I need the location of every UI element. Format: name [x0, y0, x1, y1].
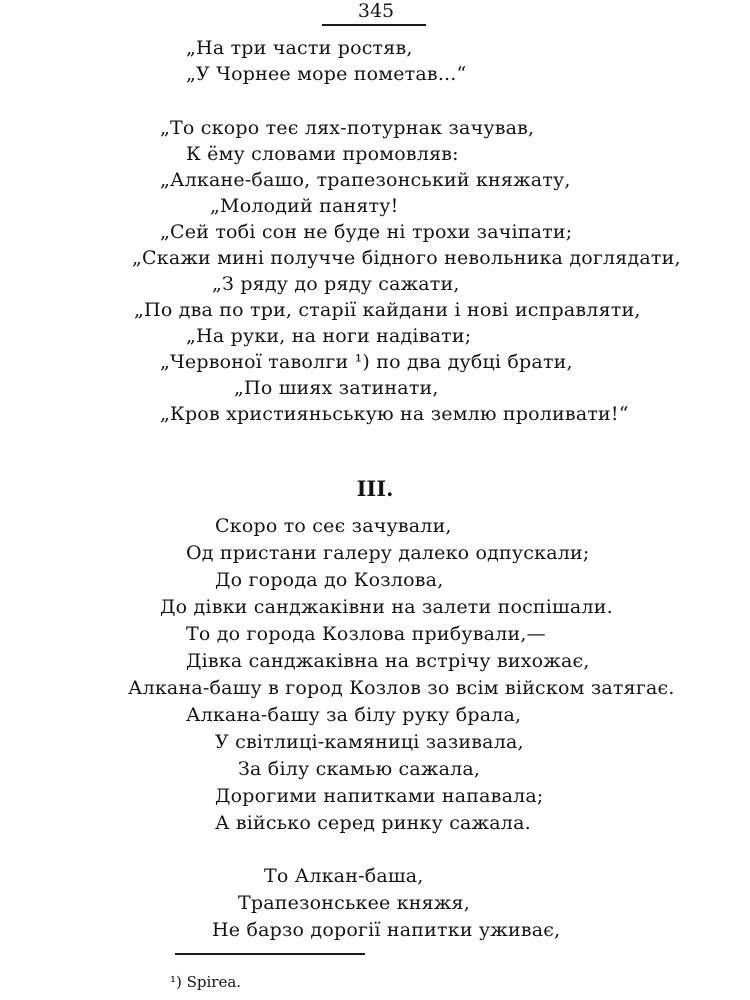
verse-line: А військо серед ринку сажала. — [215, 812, 531, 834]
verse-line: За білу скамью сажала, — [238, 758, 481, 780]
verse-line: То Алкан-баша, — [264, 865, 424, 887]
verse-line: „На три части ростяв, — [186, 37, 413, 59]
verse-line: „Кров християньськую на землю проливати!“ — [160, 403, 629, 425]
verse-line: То до города Козлова прибували,— — [186, 623, 546, 645]
page-number: 345 — [357, 0, 395, 22]
verse-line: До дівки санджаківни на залети поспішали. — [160, 596, 613, 618]
verse-line: „Сей тобі сон не буде ні трохи зачіпати; — [160, 221, 573, 243]
verse-line: „На руки, на ноги надівати; — [186, 325, 472, 347]
verse-line: Дорогими напитками напавала; — [215, 785, 544, 807]
verse-line: Трапезонськее княжя, — [238, 892, 470, 914]
verse-line: Не барзо дорогії напитки уживає, — [212, 919, 561, 941]
verse-line: Од пристани галеру далеко одпускали; — [186, 542, 590, 564]
verse-line: „У Чорнее море пометав...“ — [186, 63, 467, 85]
verse-line: Скоро то сеє зачували, — [215, 515, 452, 537]
verse-line: Дівка санджаківна на встрічу вихожає, — [186, 650, 590, 672]
verse-line: К ёму словами промовляв: — [186, 143, 459, 165]
verse-line: „З ряду до ряду сажати, — [212, 273, 460, 295]
page-number-rule — [322, 24, 426, 26]
verse-line: Алкана-башу в город Козлов зо всім війском затягає. — [128, 677, 675, 699]
footnote-rule — [175, 953, 365, 955]
verse-line: „Червоної таволги ¹) по два дубці брати, — [160, 351, 573, 373]
verse-line: „По шиях затинати, — [234, 377, 439, 399]
verse-line: У світлиці-камяниці зазивала, — [215, 731, 524, 753]
verse-line: „Молодий паняту! — [210, 195, 399, 217]
verse-line: До города до Козлова, — [215, 569, 444, 591]
verse-line: „Скажи мині получче бідного невольника доглядати, — [132, 247, 681, 269]
verse-line: „То скоро теє лях-потурнак зачував, — [160, 117, 535, 139]
footnote: ¹) Spirea. — [170, 973, 242, 991]
verse-line: „Алкане-башо, трапезонський княжату, — [160, 169, 571, 191]
section-heading: III. — [356, 476, 394, 501]
verse-line: „По два по три, старії кайдани і нові исправляти, — [134, 299, 641, 321]
verse-line: Алкана-башу за білу руку брала, — [186, 704, 522, 726]
